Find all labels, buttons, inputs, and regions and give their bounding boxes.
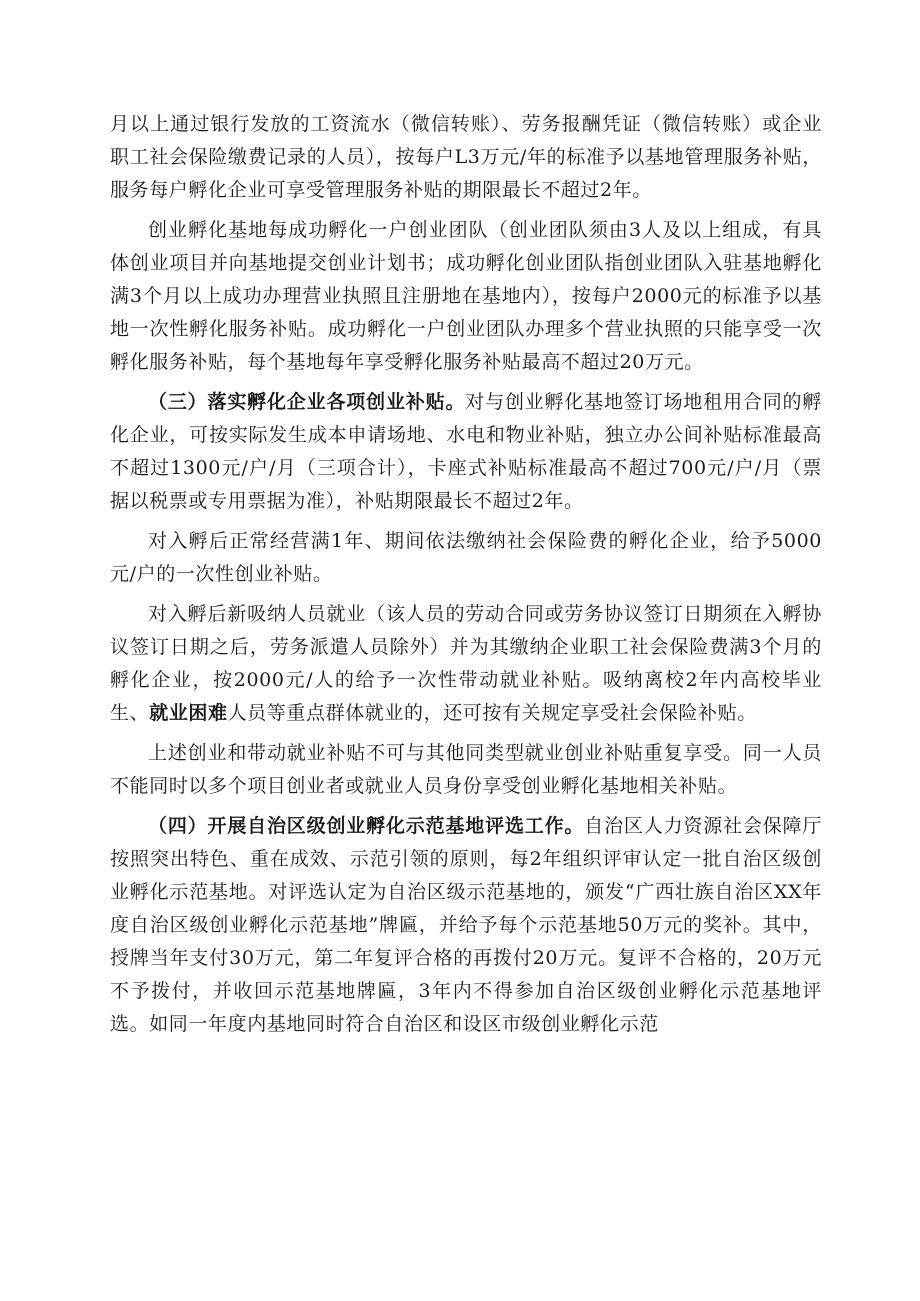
paragraph-4 (110, 525, 822, 591)
section-4-heading: （四）开展自治区级创业孵化示范基地评选工作。 (148, 815, 585, 837)
paragraph-7 (110, 810, 822, 1041)
paragraph-6 (110, 737, 822, 803)
paragraph-3 (110, 386, 822, 518)
paragraph-2-text: 创业孵化基地每成功孵化一户创业团队（创业团队须由3人及以上组成，有具体创业项目并向基地提交创业计划书；成功孵化创业团队指创业团队入驻基地孵化满3个月以上成功办理营业执照且注册地在基地内），按每户2000元的标准予以基地一次性孵化服务补贴。成功孵化一户创业团队办理多个营业执照的只能享受一次孵化服务补贴，每个基地每年享受孵化服务补贴最高不超过20万元。 (110, 219, 822, 373)
paragraph-1-text: 月以上通过银行发放的工资流水（微信转账）、劳务报酬凭证（微信转账）或企业职工社会保险缴费记录的人员），按每户L3万元/年的标准予以基地管理服务补贴，服务每户孵化企业可享受管理服务补贴的期限最长不超过2年。 (110, 113, 822, 201)
paragraph-7-text: 自治区人力资源社会保障厅按照突出特色、重在成效、示范引领的原则，每2年组织评审认定一批自治区级创业孵化示范基地。对评选认定为自治区级示范基地的，颁发“广西壮族自治区XX年度自治区级创业孵化示范基地”牌匾，并给予每个示范基地50万元的奖补。其中，授牌当年支付30万元，第二年复评合格的再拨付20万元。复评不合格的，20万元不予拨付，并收回示范基地牌匾，3年内不得参加自治区级创业孵化示范基地评选。如同一年度内基地同时符合自治区和设区市级创业孵化示范 (110, 815, 822, 1035)
paragraph-4-text: 对入孵后正常经营满1年、期间依法缴纳社会保险费的孵化企业，给予5000元/户的一次性创业补贴。 (110, 530, 822, 585)
paragraph-5-text-before: 对入孵后新吸纳人员就业（该人员的劳动合同或劳务协议签订日期须在入孵协议签订日期之后，劳务派遣人员除外）并为其缴纳企业职工社会保险费满3个月的孵化企业，按2000元/人的给予一次性带动就业补贴。吸纳离校2年内高校毕业生、 (110, 603, 822, 724)
paragraph-5 (110, 598, 822, 730)
section-3-heading: （三）落实孵化企业各项创业补贴。 (148, 391, 466, 413)
paragraph-2 (110, 214, 822, 379)
paragraph-3-text: 对与创业孵化基地签订场地租用合同的孵化企业，可按实际发生成本申请场地、水电和物业补贴，独立办公间补贴标准最高不超过1300元/户/月（三项合计），卡座式补贴标准最高不超过700元/户/月（票据以税票或专用票据为准），补贴期限最长不超过2年。 (110, 391, 822, 512)
paragraph-5-text-after: 人员等重点群体就业的，还可按有关规定享受社会保险补贴。 (227, 702, 757, 724)
paragraph-6-text: 上述创业和带动就业补贴不可与其他同类型就业创业补贴重复享受。同一人员不能同时以多个项目创业者或就业人员身份享受创业孵化基地相关补贴。 (110, 742, 822, 797)
paragraph-1 (110, 108, 822, 207)
document-body (110, 108, 822, 1048)
paragraph-5-emphasis: 就业困难 (149, 702, 228, 724)
